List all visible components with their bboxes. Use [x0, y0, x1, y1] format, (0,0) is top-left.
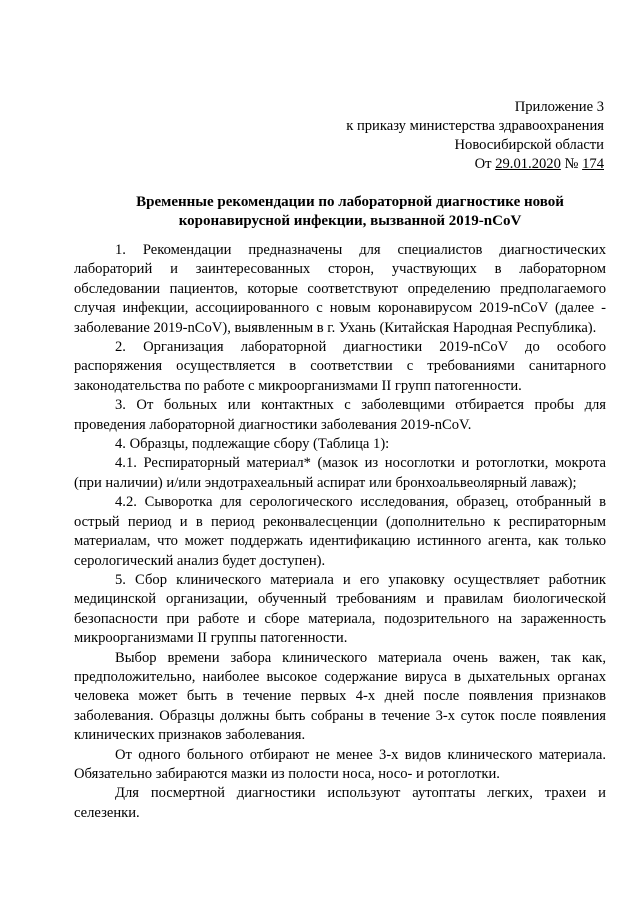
order-date: 29.01.2020	[495, 156, 561, 172]
number-sign: №	[560, 156, 583, 172]
document-title	[90, 193, 610, 231]
title-line-1: Временные рекомендации по лабораторной диагностике новой	[136, 194, 564, 210]
date-prefix: От	[474, 156, 496, 172]
paragraph-1-purpose: 1. Рекомендации предназначены для специалистов диагностических лабораторий и заинтересованных сторон, участвующих в лабораторном обследовании пациентов, которые соответствуют определению предполагаемого случая инфекции, ассоциированного с новым коронавирусом 2019-nCoV (далее - заболевание 2019-nCoV), выявленным в г. Ухань (Китайская Народная Республика).	[74, 242, 606, 336]
appendix-date-line	[346, 155, 604, 174]
appendix-order-reference: к приказу министерства здравоохранения	[346, 118, 604, 134]
paragraph-4-2-serum: 4.2. Сыворотка для серологического исследования, образец, отобранный в острый период и в период реконвалесценции (дополнительно к респираторным материалам, что может поддержать идентификацию истинного агента, как только серологический анализ будет доступен).	[74, 494, 606, 569]
appendix-number: Приложение 3	[514, 99, 604, 115]
paragraph-3-sampling: 3. От больных или контактных с заболевщими отбирается пробы для проведения лабораторной диагностики заболевания 2019-nCoV.	[74, 397, 606, 433]
paragraph-sample-types: От одного больного отбирают не менее 3-х видов клинического материала. Обязательно забираются мазки из полости носа, носо- и ротоглотки.	[74, 746, 606, 782]
paragraph-2-organization: 2. Организация лабораторной диагностики 2019-nCoV до особого распоряжения осуществляется в соответствии с требованиями санитарного законодательства по работе с микроорганизмами II групп патогенности.	[74, 339, 606, 394]
paragraph-4-samples: 4. Образцы, подлежащие сбору (Таблица 1):	[115, 436, 390, 453]
title-line-2: коронавирусной инфекции, вызванной 2019-nCoV	[178, 213, 522, 229]
appendix-region: Новосибирской области	[454, 137, 604, 153]
paragraph-timing: Выбор времени забора клинического материала очень важен, так как, предположительно, наиболее высокое содержание вируса в дыхательных органах человека может быть в течение первых 4-х дней после появления признаков заболевания. Образцы должны быть собраны в течение 3-х суток после появления клинических признаков заболевания.	[74, 649, 606, 744]
paragraph-4-1-respiratory: 4.1. Респираторный материал* (мазок из носоглотки и ротоглотки, мокрота (при наличии) и/или эндотрахеальный аспират или бронхоальвеолярный лаваж);	[74, 455, 606, 491]
appendix-header	[346, 98, 604, 174]
document-body	[74, 241, 606, 823]
paragraph-postmortem: Для посмертной диагностики используют аутоптаты легких, трахеи и селезенки.	[74, 785, 606, 821]
paragraph-5-collection: 5. Сбор клинического материала и его упаковку осуществляет работник медицинской организации, обученный требованиям и правилам биологической безопасности при работе и сборе материала, подозрительного на зараженность микроорганизмами II группы патогенности.	[74, 571, 606, 647]
order-number: 174	[582, 156, 604, 172]
